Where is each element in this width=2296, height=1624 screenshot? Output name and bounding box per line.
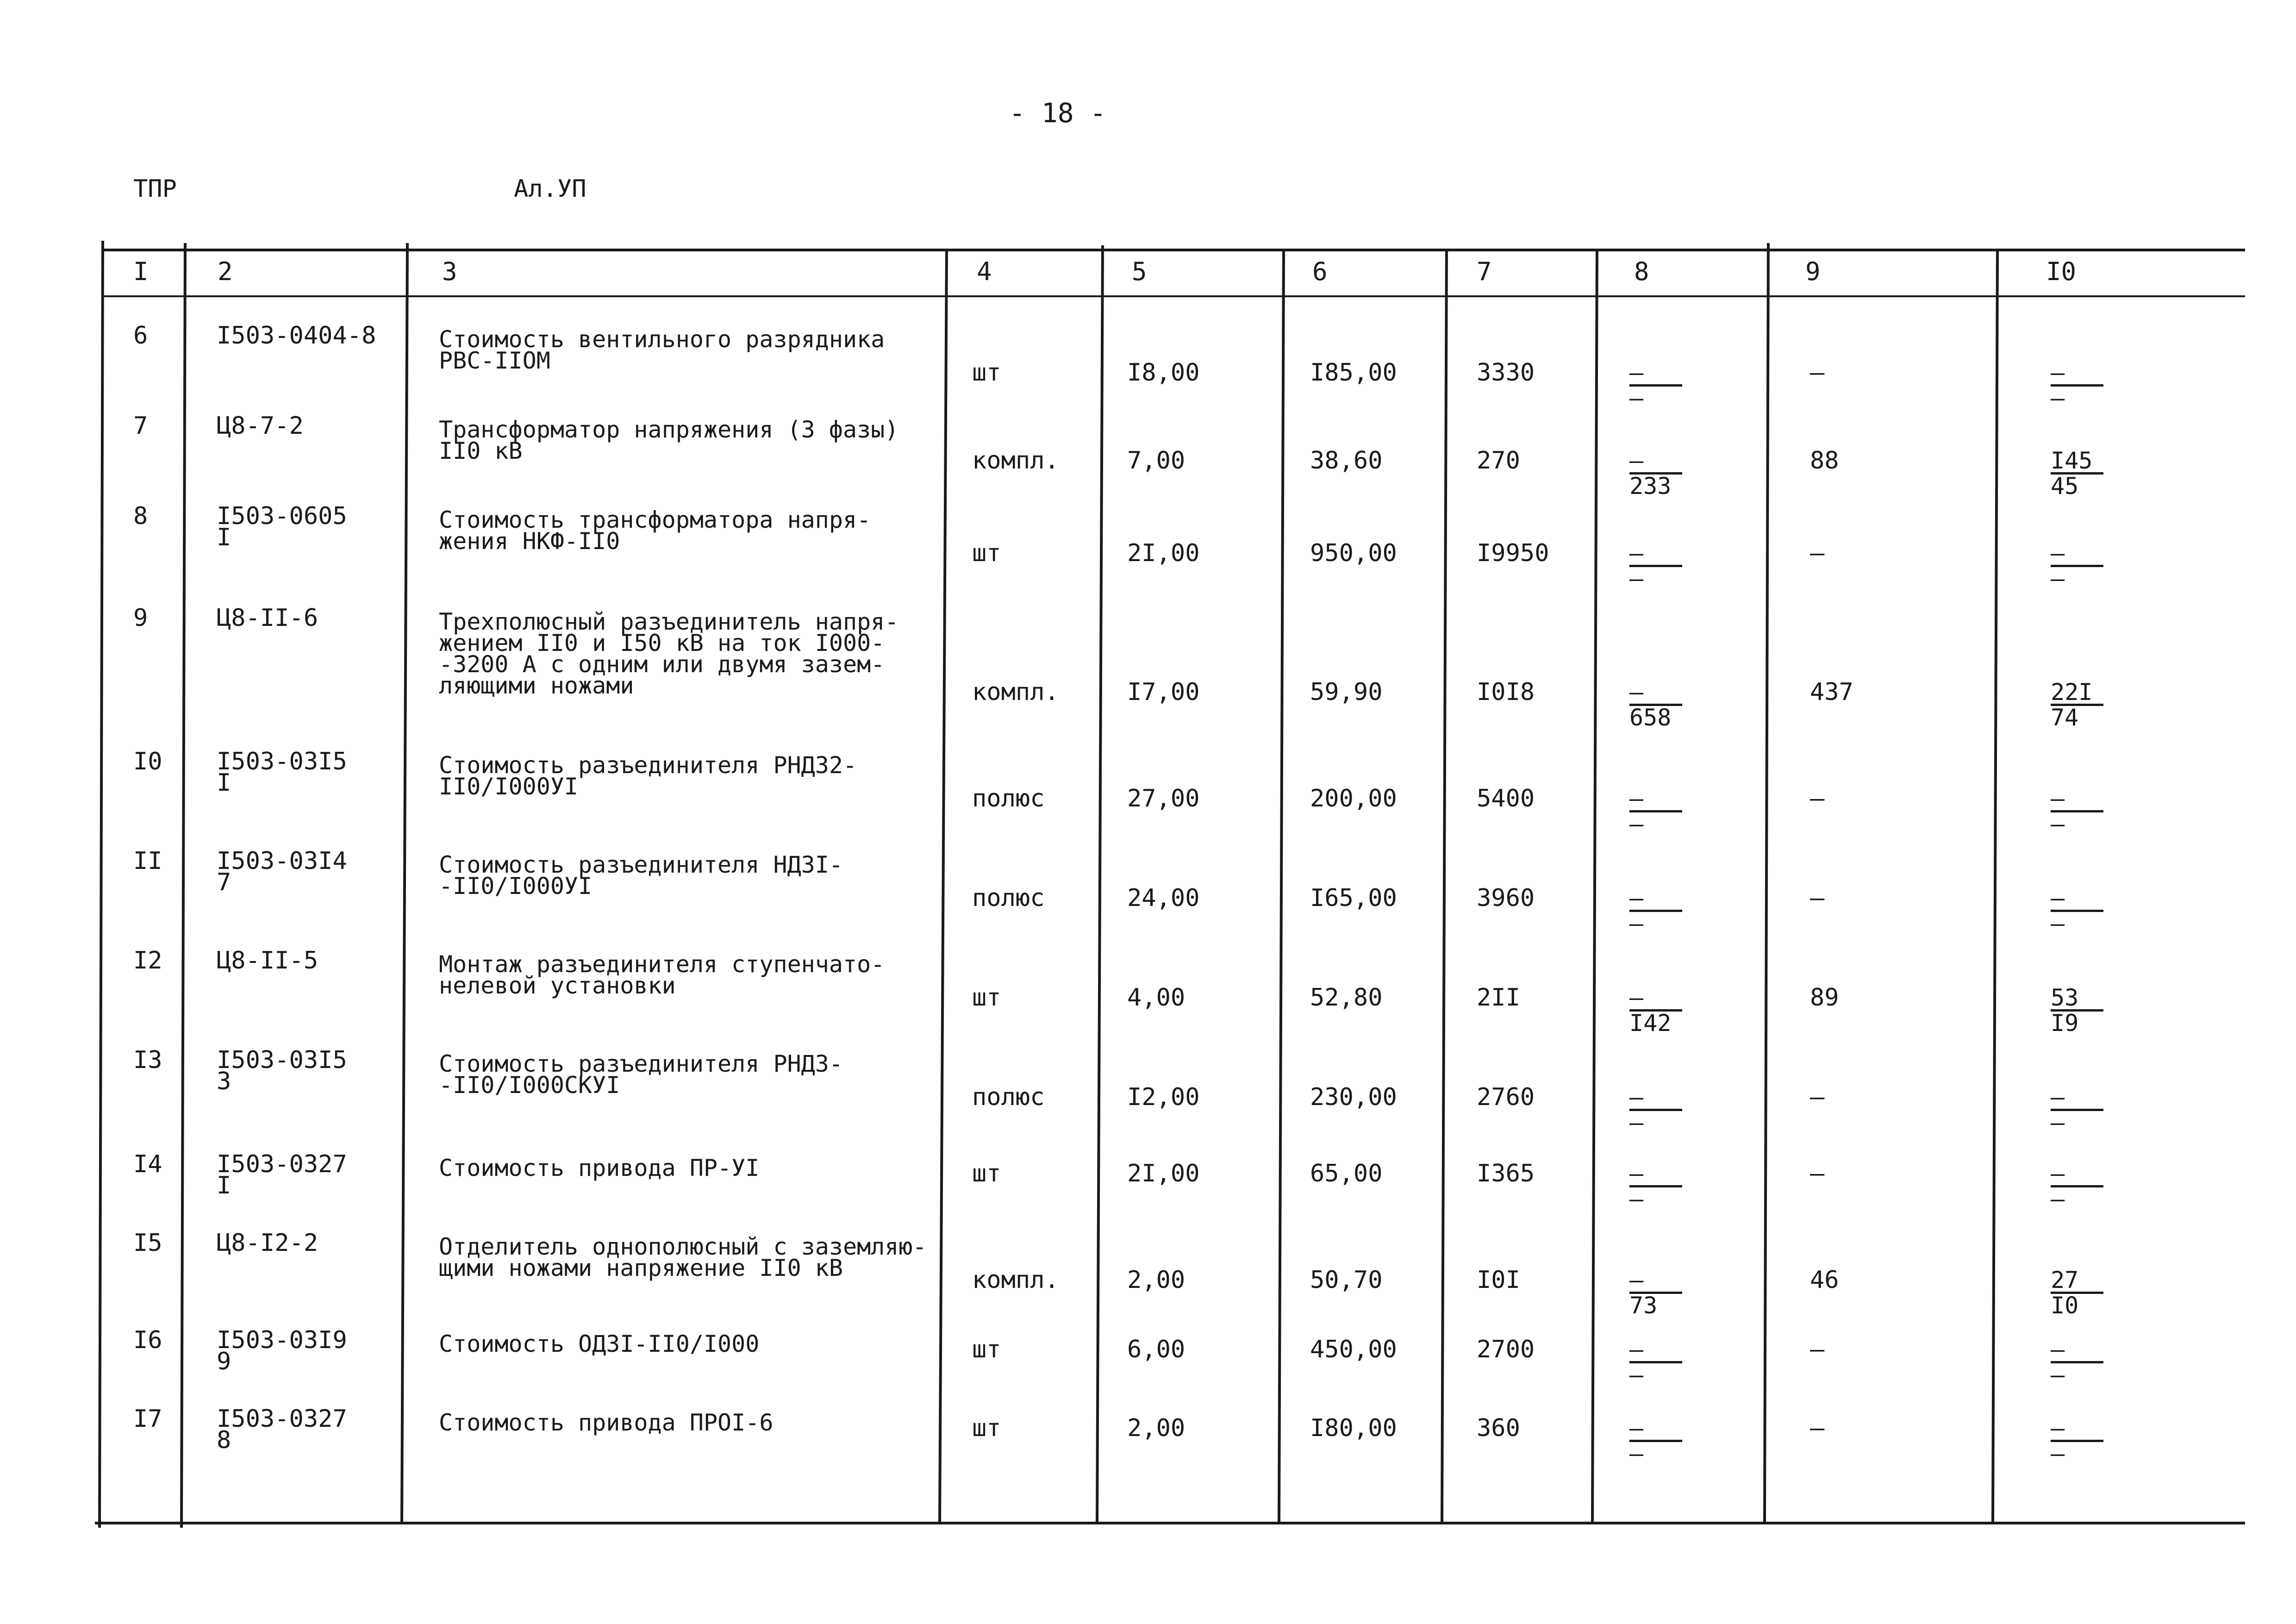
col10-value-denominator: — <box>2051 565 2065 592</box>
quantity: 2,00 <box>1127 1414 1185 1442</box>
col10-value <box>2051 542 2103 590</box>
col10-value <box>2051 887 2103 935</box>
col10-value-numerator: — <box>2051 887 2103 912</box>
col10-value <box>2051 449 2103 498</box>
col8-value-denominator: — <box>1629 385 1644 412</box>
col8-value-numerator: — <box>1629 1417 1682 1442</box>
description-line: Стоимость разъединителя РНДЗ2- <box>439 752 857 779</box>
item-description <box>439 326 885 374</box>
col10-value-numerator: — <box>2051 361 2103 387</box>
col-rule-2 <box>402 243 407 1523</box>
unit-price: I80,00 <box>1310 1414 1397 1442</box>
col9-value: 88 <box>1810 447 1839 475</box>
total-cost: 5400 <box>1477 785 1535 812</box>
col8-value-denominator: I42 <box>1629 1010 1672 1037</box>
col9-value: — <box>1810 539 1825 567</box>
col8-value <box>1629 449 1682 498</box>
unit: шт <box>972 359 1001 387</box>
total-cost: I9950 <box>1477 539 1549 567</box>
item-description <box>439 851 843 899</box>
unit-price: 59,90 <box>1310 678 1383 706</box>
price-code-suffix: 3 <box>217 1068 231 1095</box>
price-code-suffix: I <box>217 769 231 797</box>
col-rule-1 <box>181 243 185 1528</box>
price-code: I503-03I5 <box>217 1046 347 1074</box>
unit-price: I85,00 <box>1310 359 1397 387</box>
item-description <box>439 752 857 800</box>
col10-value-numerator: 22I <box>2051 681 2103 706</box>
column-header-9: 9 <box>1805 257 1821 286</box>
item-description <box>439 1409 774 1436</box>
total-cost: I365 <box>1477 1160 1535 1187</box>
col10-value <box>2051 1417 2103 1465</box>
col10-value-denominator: 45 <box>2051 473 2079 500</box>
unit-price: 65,00 <box>1310 1160 1383 1187</box>
price-code: I503-0404-8 <box>217 322 376 350</box>
quantity: 2I,00 <box>1127 1160 1200 1187</box>
row-number: 9 <box>133 604 148 632</box>
col9-value: 46 <box>1810 1266 1839 1294</box>
col8-value-denominator: — <box>1629 1362 1644 1388</box>
col8-value-numerator: — <box>1629 887 1682 912</box>
description-line: Отделитель однополюсный с заземляю- <box>439 1233 927 1260</box>
column-header-4: 4 <box>977 257 992 286</box>
unit-price: 50,70 <box>1310 1266 1383 1294</box>
col10-value <box>2051 681 2103 729</box>
col8-value-numerator: — <box>1629 1338 1682 1363</box>
row-number: I2 <box>133 947 162 974</box>
item-description <box>439 1330 760 1357</box>
quantity: 2I,00 <box>1127 539 1200 567</box>
col10-value <box>2051 787 2103 836</box>
column-header-3: 3 <box>442 257 457 286</box>
price-code: I503-03I5 <box>217 748 347 775</box>
total-cost: 270 <box>1477 447 1520 475</box>
col9-value: — <box>1810 785 1825 812</box>
col10-value-numerator: 27 <box>2051 1268 2103 1294</box>
row-number: I6 <box>133 1326 162 1354</box>
col-rule-4 <box>1097 245 1103 1523</box>
col10-value <box>2051 986 2103 1035</box>
col10-value-denominator: — <box>2051 1109 2065 1136</box>
price-code: Ц8-II-6 <box>217 604 318 632</box>
col10-value-numerator: — <box>2051 787 2103 812</box>
unit: компл. <box>972 447 1059 475</box>
header-label-right: Ал.УП <box>514 175 586 203</box>
row-number: 6 <box>133 322 148 350</box>
description-line: щими ножами напряжение II0 кВ <box>439 1255 843 1281</box>
description-line: -II0/I000УI <box>439 873 593 899</box>
unit-price: 450,00 <box>1310 1336 1397 1363</box>
description-line: нелевой установки <box>439 972 676 999</box>
col8-value <box>1629 787 1682 836</box>
col8-value-numerator: — <box>1629 542 1682 567</box>
description-line: II0 кВ <box>439 437 523 464</box>
col10-value-denominator: I9 <box>2051 1010 2079 1037</box>
unit: шт <box>972 539 1001 567</box>
col8-value <box>1629 1268 1682 1317</box>
column-header-8: 8 <box>1634 257 1649 286</box>
col9-value: — <box>1810 1336 1825 1363</box>
col10-value-numerator: I45 <box>2051 449 2103 475</box>
header-label-left: ТПР <box>133 175 177 203</box>
unit-price: 950,00 <box>1310 539 1397 567</box>
col10-value-denominator: I0 <box>2051 1292 2079 1319</box>
col8-value <box>1629 1417 1682 1465</box>
col10-value-numerator: 53 <box>2051 986 2103 1012</box>
col8-value-numerator: — <box>1629 986 1682 1012</box>
price-code: Ц8-II-5 <box>217 947 318 974</box>
col8-value <box>1629 542 1682 590</box>
unit: полюс <box>972 1083 1045 1111</box>
col10-value-numerator: — <box>2051 1162 2103 1187</box>
col10-value-denominator: — <box>2051 811 2065 837</box>
col10-value <box>2051 1338 2103 1387</box>
col8-value-numerator: — <box>1629 361 1682 387</box>
description-line: Стоимость привода ПР-УI <box>439 1155 760 1181</box>
total-cost: 2760 <box>1477 1083 1535 1111</box>
item-description <box>439 608 899 699</box>
price-code: I503-0327 <box>217 1405 347 1433</box>
row-number: II <box>133 847 162 875</box>
quantity: 27,00 <box>1127 785 1200 812</box>
quantity: 4,00 <box>1127 984 1185 1012</box>
price-code: Ц8-7-2 <box>217 412 304 440</box>
row-number: I7 <box>133 1405 162 1433</box>
col8-value <box>1629 986 1682 1035</box>
col8-value-numerator: — <box>1629 1086 1682 1111</box>
row-number: I3 <box>133 1046 162 1074</box>
description-line: РВС-IIОМ <box>439 347 550 374</box>
description-line: -3200 А с одним или двумя зазем- <box>439 651 885 678</box>
col9-value: — <box>1810 1160 1825 1187</box>
col8-value-numerator: — <box>1629 787 1682 812</box>
price-code-suffix: I <box>217 1172 231 1199</box>
col8-value-denominator: 73 <box>1629 1292 1658 1319</box>
description-line: Трехполюсный разъединитель напря- <box>439 608 899 635</box>
price-code-suffix: 9 <box>217 1348 231 1375</box>
col10-value-numerator: — <box>2051 1417 2103 1442</box>
col10-value-denominator: 74 <box>2051 704 2079 731</box>
col9-value: 89 <box>1810 984 1839 1012</box>
unit: шт <box>972 1414 1001 1442</box>
quantity: I8,00 <box>1127 359 1200 387</box>
column-header-2: 2 <box>218 257 233 286</box>
col9-value: — <box>1810 884 1825 912</box>
col10-value-numerator: — <box>2051 1086 2103 1111</box>
col10-value-denominator: — <box>2051 1186 2065 1212</box>
price-code: I503-03I4 <box>217 847 347 875</box>
unit-price: I65,00 <box>1310 884 1397 912</box>
description-line: ляющими ножами <box>439 672 634 699</box>
col8-value-denominator: 233 <box>1629 473 1672 500</box>
description-line: Стоимость ОДЗI-II0/I000 <box>439 1330 760 1357</box>
col-rule-5 <box>1279 250 1284 1523</box>
col8-value-denominator: — <box>1629 565 1644 592</box>
item-description <box>439 416 899 464</box>
col10-value <box>2051 1268 2103 1317</box>
col8-value-numerator: — <box>1629 449 1682 475</box>
item-description <box>439 1233 927 1281</box>
unit-price: 38,60 <box>1310 447 1383 475</box>
col9-value: 437 <box>1810 678 1853 706</box>
quantity: I7,00 <box>1127 678 1200 706</box>
unit: шт <box>972 984 1001 1012</box>
col8-value-denominator: — <box>1629 1109 1644 1136</box>
description-line: Стоимость разъединителя НДЗI- <box>439 851 843 878</box>
total-cost: I0I <box>1477 1266 1520 1294</box>
column-header-7: 7 <box>1477 257 1492 286</box>
price-code-suffix: I <box>217 524 231 551</box>
description-line: Стоимость вентильного разрядника <box>439 326 885 353</box>
quantity: 7,00 <box>1127 447 1185 475</box>
page-number: - 18 - <box>1009 97 1106 129</box>
price-code: I503-0605 <box>217 502 347 530</box>
unit: компл. <box>972 1266 1059 1294</box>
unit: полюс <box>972 884 1045 912</box>
col9-value: — <box>1810 359 1825 387</box>
col8-value <box>1629 1162 1682 1211</box>
price-code-suffix: 7 <box>217 868 231 896</box>
description-line: II0/I000УI <box>439 773 579 800</box>
col-rule-9 <box>1993 250 1997 1523</box>
column-header-10: I0 <box>2046 257 2077 286</box>
col8-value-denominator: — <box>1629 1440 1644 1467</box>
row-number: I4 <box>133 1150 162 1178</box>
price-code: I503-03I9 <box>217 1326 347 1354</box>
quantity: 2,00 <box>1127 1266 1185 1294</box>
total-cost: 2II <box>1477 984 1520 1012</box>
description-line: -II0/I000СКУI <box>439 1072 620 1099</box>
col8-value-denominator: 658 <box>1629 704 1672 731</box>
col-rule-left <box>100 241 103 1528</box>
row-number: I0 <box>133 748 162 775</box>
quantity: 6,00 <box>1127 1336 1185 1363</box>
row-number: 8 <box>133 502 148 530</box>
column-header-6: 6 <box>1312 257 1328 286</box>
col8-value-numerator: — <box>1629 1162 1682 1187</box>
col8-value <box>1629 1086 1682 1134</box>
description-line: Монтаж разъединителя ступенчато- <box>439 951 885 978</box>
col10-value-denominator: — <box>2051 1362 2065 1388</box>
total-cost: I0I8 <box>1477 678 1535 706</box>
item-description <box>439 1157 759 1179</box>
unit: шт <box>972 1336 1001 1363</box>
col10-value-denominator: — <box>2051 1440 2065 1467</box>
column-header-1: I <box>133 257 149 286</box>
unit-price: 200,00 <box>1310 785 1397 812</box>
description-line: жением II0 и I50 кВ на ток I000- <box>439 630 885 656</box>
col8-value <box>1629 1338 1682 1387</box>
col8-value-numerator: — <box>1629 1268 1682 1294</box>
col10-value <box>2051 361 2103 410</box>
col-rule-3 <box>940 250 947 1523</box>
col10-value-numerator: — <box>2051 1338 2103 1363</box>
total-cost: 3960 <box>1477 884 1535 912</box>
col8-value-denominator: — <box>1629 1186 1644 1212</box>
description-line: Стоимость разъединителя РНДЗ- <box>439 1050 843 1077</box>
unit-price: 52,80 <box>1310 984 1383 1012</box>
item-description <box>439 951 885 999</box>
col10-value <box>2051 1162 2103 1211</box>
total-cost: 360 <box>1477 1414 1520 1442</box>
col9-value: — <box>1810 1083 1825 1111</box>
description-line: Стоимость привода ПРОI-6 <box>439 1409 774 1436</box>
col-rule-7 <box>1592 250 1597 1523</box>
price-code: I503-0327 <box>217 1150 347 1178</box>
col10-value <box>2051 1086 2103 1134</box>
column-header-5: 5 <box>1132 257 1147 286</box>
unit-price: 230,00 <box>1310 1083 1397 1111</box>
col10-value-numerator: — <box>2051 542 2103 567</box>
quantity: I2,00 <box>1127 1083 1200 1111</box>
description-line: Стоимость трансформатора напря- <box>439 506 871 533</box>
col10-value-denominator: — <box>2051 385 2065 412</box>
col9-value: — <box>1810 1414 1825 1442</box>
col10-value-denominator: — <box>2051 910 2065 937</box>
col8-value <box>1629 361 1682 410</box>
col8-value-denominator: — <box>1629 811 1644 837</box>
col8-value-numerator: — <box>1629 681 1682 706</box>
price-code: Ц8-I2-2 <box>217 1229 318 1257</box>
col-rule-6 <box>1442 250 1447 1523</box>
description-line: жения НКФ-II0 <box>439 528 620 555</box>
unit: компл. <box>972 678 1059 706</box>
item-description <box>439 506 871 555</box>
col-rule-8 <box>1765 243 1768 1523</box>
description-line: Трансформатор напряжения (3 фазы) <box>439 416 899 443</box>
item-description <box>439 1050 843 1099</box>
unit: шт <box>972 1160 1001 1187</box>
col8-value-denominator: — <box>1629 910 1644 937</box>
col8-value <box>1629 681 1682 729</box>
quantity: 24,00 <box>1127 884 1200 912</box>
row-number: 7 <box>133 412 148 440</box>
total-cost: 3330 <box>1477 359 1535 387</box>
col8-value <box>1629 887 1682 935</box>
row-number: I5 <box>133 1229 162 1257</box>
total-cost: 2700 <box>1477 1336 1535 1363</box>
unit: полюс <box>972 785 1045 812</box>
price-code-suffix: 8 <box>217 1426 231 1454</box>
